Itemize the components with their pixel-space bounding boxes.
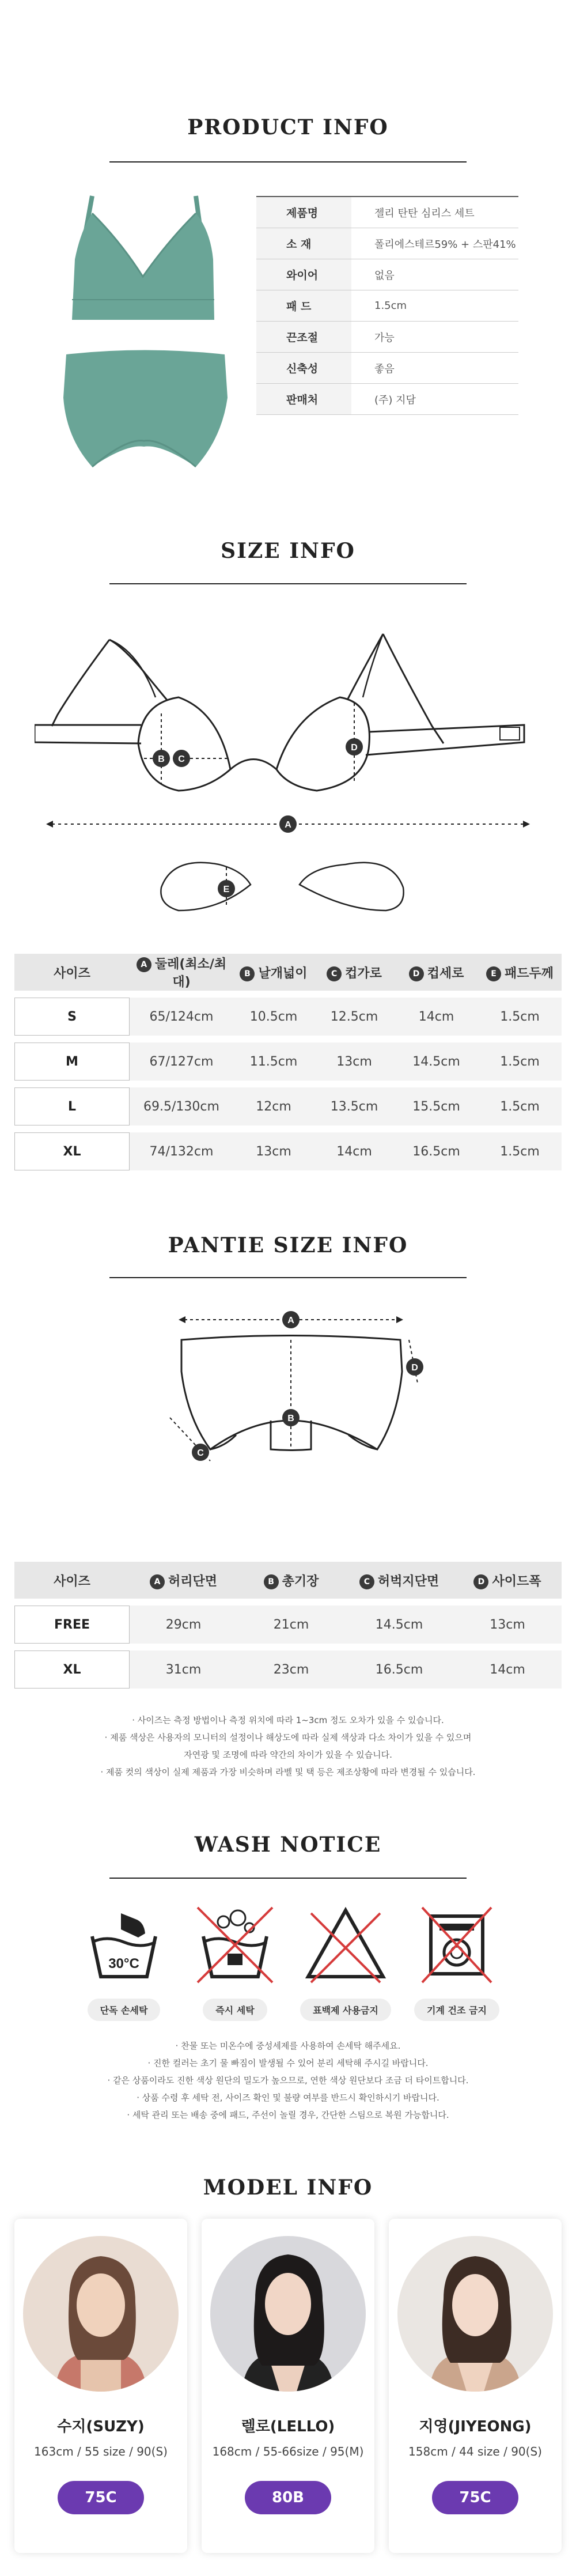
table-cell: 14cm xyxy=(490,1662,525,1677)
hand-wash-icon xyxy=(81,1902,167,1988)
no-bleach-icon xyxy=(302,1902,389,1988)
wash-item-hand-wash xyxy=(72,1902,176,2021)
header-badge: A xyxy=(150,1574,165,1589)
header-text: 컵세로 xyxy=(427,966,464,981)
info-value: 가능 xyxy=(374,331,395,344)
wash-label: 기계 건조 금지 xyxy=(414,1999,499,2021)
title-rule xyxy=(109,161,467,163)
info-key: 패 드 xyxy=(256,290,351,321)
table-cell: 13.5cm xyxy=(330,1099,378,1114)
header-text: 허벅지단면 xyxy=(377,1574,439,1589)
table-header xyxy=(14,1562,562,1599)
header-text: 총기장 xyxy=(282,1574,319,1589)
table-cell: 13cm xyxy=(490,1617,525,1632)
info-value: 젤리 탄탄 심리스 세트 xyxy=(374,207,475,220)
marker-d xyxy=(406,1358,423,1376)
marker-label: D xyxy=(351,743,358,753)
pantie-size-table xyxy=(14,1562,562,1689)
table-cell: 31cm xyxy=(165,1662,202,1677)
product-info-title: PRODUCT INFO xyxy=(187,115,389,139)
table-cell: 65/124cm xyxy=(149,1009,214,1024)
header-cell: 사이즈 xyxy=(54,1574,90,1589)
info-row xyxy=(256,228,518,259)
info-row xyxy=(256,259,518,290)
info-value: 없음 xyxy=(374,269,395,282)
header-badge: A xyxy=(137,957,151,972)
table-cell: 15.5cm xyxy=(412,1099,460,1114)
table-row xyxy=(14,998,562,1036)
info-key: 소 재 xyxy=(256,228,351,259)
header-text: 컵가로 xyxy=(345,966,382,981)
info-row xyxy=(256,384,518,415)
marker-label: E xyxy=(223,885,230,894)
table-cell: 12.5cm xyxy=(330,1009,378,1024)
table-cell: 14.5cm xyxy=(375,1617,423,1632)
info-row xyxy=(256,322,518,353)
table-row xyxy=(14,1650,562,1689)
bra-size-diagram xyxy=(35,611,541,939)
table-cell: 1.5cm xyxy=(500,1099,540,1114)
marker-label: A xyxy=(287,1316,294,1325)
header-badge: B xyxy=(264,1574,279,1589)
header-cell xyxy=(237,1572,345,1589)
size-cell: L xyxy=(14,1087,130,1125)
header-cell xyxy=(345,1572,453,1589)
model-spec: 168cm / 55-66size / 95(M) xyxy=(212,2445,364,2458)
header-text: 날개넓이 xyxy=(258,966,308,981)
size-cell: S xyxy=(14,998,130,1036)
table-cell: 69.5/130cm xyxy=(143,1099,219,1114)
table-row xyxy=(14,1132,562,1170)
product-info-table xyxy=(256,196,518,415)
table-cell: 14cm xyxy=(336,1144,372,1159)
note-line: · 찬물 또는 미온수에 중성세제를 사용하여 손세탁 해주세요. xyxy=(175,2041,401,2051)
marker-label: B xyxy=(287,1414,294,1423)
title-rule xyxy=(109,1277,467,1278)
model-card xyxy=(202,2219,374,2553)
note-line: · 같은 상품이라도 진한 색상 원단의 밀도가 높으므로, 연한 색상 원단보다 조금 더 타이트합니다. xyxy=(107,2075,469,2086)
model-photo xyxy=(23,2236,179,2392)
table-header xyxy=(14,954,562,991)
title-rule xyxy=(109,1878,467,1879)
table-cell: 14.5cm xyxy=(412,1054,460,1069)
title-rule xyxy=(109,583,467,584)
marker-label: C xyxy=(197,1448,204,1458)
model-cup-badge: 75C xyxy=(432,2481,518,2514)
model-card xyxy=(14,2219,187,2553)
header-text: 패드두께 xyxy=(504,966,554,981)
table-row xyxy=(14,1087,562,1125)
wash-temp: 30°C xyxy=(108,1956,139,1971)
bra-size-table xyxy=(14,954,562,1170)
wash-notice-title: WASH NOTICE xyxy=(194,1833,382,1857)
table-cell: 14cm xyxy=(418,1009,454,1024)
wash-label: 표백제 사용금지 xyxy=(300,1999,391,2021)
table-cell: 1.5cm xyxy=(500,1144,540,1159)
note-line: 자연광 및 조명에 따라 약간의 차이가 있을 수 있습니다. xyxy=(184,1750,392,1760)
table-cell: 12cm xyxy=(256,1099,291,1114)
table-cell: 29cm xyxy=(165,1617,202,1632)
table-cell: 13cm xyxy=(256,1144,291,1159)
note-line: · 제품 색상은 사용자의 모니터의 설정이나 해상도에 따라 실제 색상과 다소 차이가 있을 수 있으며 xyxy=(104,1732,472,1743)
model-info-title: MODEL INFO xyxy=(203,2175,373,2200)
wash-item-no-tumble-dry xyxy=(405,1902,509,2021)
model-name: 지영(JIYEONG) xyxy=(419,2418,532,2435)
table-cell: 1.5cm xyxy=(500,1009,540,1024)
size-notes xyxy=(0,1712,576,1781)
info-key: 끈조절 xyxy=(256,322,351,352)
bra-image xyxy=(72,196,214,320)
header-badge: D xyxy=(473,1574,488,1589)
marker-label: C xyxy=(178,754,185,764)
marker-b xyxy=(282,1409,300,1426)
table-cell: 16.5cm xyxy=(375,1662,423,1677)
marker-c xyxy=(192,1444,209,1461)
marker-d xyxy=(346,738,363,756)
info-row xyxy=(256,197,518,228)
info-value: 1.5cm xyxy=(374,300,407,312)
wash-item-no-soak xyxy=(183,1902,287,2021)
header-cell xyxy=(314,964,395,981)
info-value: 좋음 xyxy=(374,362,395,375)
header-badge: B xyxy=(240,966,255,981)
wash-notes xyxy=(0,2037,576,2124)
table-row xyxy=(14,1606,562,1644)
pantie-size-diagram xyxy=(156,1302,444,1498)
pantie-size-title: PANTIE SIZE INFO xyxy=(168,1233,408,1257)
header-text: 둘레(최소/최대) xyxy=(154,957,227,989)
marker-label: D xyxy=(411,1363,418,1373)
table-cell: 16.5cm xyxy=(412,1144,460,1159)
table-row xyxy=(14,1043,562,1081)
header-badge: C xyxy=(359,1574,374,1589)
header-text: 허리단면 xyxy=(168,1574,217,1589)
marker-label: B xyxy=(158,754,165,764)
header-cell: 사이즈 xyxy=(54,966,90,981)
table-cell: 11.5cm xyxy=(249,1054,298,1069)
table-cell: 13cm xyxy=(336,1054,372,1069)
table-cell: 1.5cm xyxy=(500,1054,540,1069)
note-line: · 사이즈는 측정 방법이나 측정 위치에 따라 1~3cm 정도 오차가 있을 수 있습니다. xyxy=(132,1715,444,1725)
size-cell: XL xyxy=(14,1132,130,1170)
marker-a xyxy=(279,815,297,833)
header-badge: C xyxy=(327,966,342,981)
model-name: 수지(SUZY) xyxy=(57,2418,145,2435)
table-cell: 74/132cm xyxy=(149,1144,214,1159)
model-name: 렐로(LELLO) xyxy=(241,2418,335,2435)
model-card xyxy=(389,2219,562,2553)
table-cell: 10.5cm xyxy=(249,1009,298,1024)
model-cup-badge: 80B xyxy=(245,2481,331,2514)
header-cell xyxy=(233,964,314,981)
header-cell xyxy=(130,954,233,990)
wash-label: 단독 손세탁 xyxy=(88,1999,161,2021)
info-key: 제품명 xyxy=(256,197,351,228)
note-line: · 세탁 관리 또는 배송 중에 패드, 주선이 놀릴 경우, 간단한 스팀으로 복원 가능합니다. xyxy=(127,2110,449,2120)
model-cup-badge: 75C xyxy=(58,2481,144,2514)
note-line: · 제품 컷의 색상이 실제 제품과 가장 비슷하며 라벨 및 택 등은 제조상황에 따라 변경될 수 있습니다. xyxy=(100,1767,476,1777)
info-value: (주) 지담 xyxy=(374,394,416,406)
header-cell xyxy=(130,1572,237,1589)
table-cell: 67/127cm xyxy=(149,1054,214,1069)
marker-e xyxy=(218,880,235,897)
wash-label: 즉시 세탁 xyxy=(203,1999,267,2021)
info-row xyxy=(256,353,518,384)
info-row xyxy=(256,290,518,322)
table-cell: 21cm xyxy=(273,1617,309,1632)
info-key: 와이어 xyxy=(256,259,351,290)
pantie-image xyxy=(63,350,228,467)
size-cell: XL xyxy=(14,1650,130,1689)
header-badge: D xyxy=(409,966,424,981)
marker-a xyxy=(282,1311,300,1328)
wash-item-no-bleach xyxy=(294,1902,397,2021)
header-cell xyxy=(395,964,478,981)
model-spec: 158cm / 44 size / 90(S) xyxy=(408,2445,542,2458)
model-photo xyxy=(210,2236,366,2392)
header-badge: E xyxy=(486,966,501,981)
info-key: 판매처 xyxy=(256,384,351,414)
model-photo xyxy=(397,2236,553,2392)
model-spec: 163cm / 55 size / 90(S) xyxy=(34,2445,168,2458)
marker-c xyxy=(173,750,190,767)
info-value: 폴리에스테르59% + 스판41% xyxy=(374,238,516,251)
marker-label: A xyxy=(285,820,291,830)
size-info-title: SIZE INFO xyxy=(221,539,355,563)
info-key: 신축성 xyxy=(256,353,351,383)
no-soak-icon xyxy=(192,1902,278,1988)
header-text: 사이드폭 xyxy=(492,1574,541,1589)
size-cell: FREE xyxy=(14,1606,130,1644)
marker-b xyxy=(153,750,170,767)
note-line: · 진한 컬러는 초기 물 빠짐이 발생될 수 있어 분리 세탁해 주시길 바랍니다. xyxy=(147,2058,429,2068)
size-cell: M xyxy=(14,1043,130,1081)
header-cell xyxy=(453,1572,562,1589)
note-line: · 상품 수령 후 세탁 전, 사이즈 확인 및 불량 여부를 반드시 확인하시기 바랍니다. xyxy=(137,2092,439,2103)
header-cell xyxy=(478,964,562,981)
table-cell: 23cm xyxy=(273,1662,309,1677)
no-tumble-dry-icon xyxy=(414,1902,500,1988)
product-image xyxy=(58,190,230,478)
